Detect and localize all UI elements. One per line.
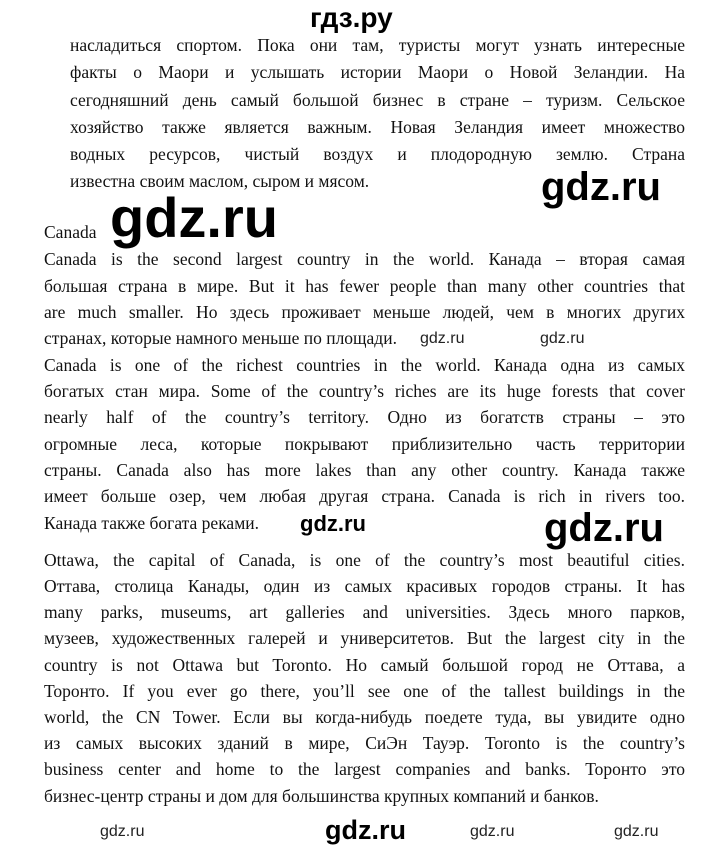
text-line: Канада также богата реками. [44,513,260,533]
watermark: gdz.ru [540,330,585,347]
text-line: Ottawa, the capital of Canada, is one of the country’s most beautiful cities. [44,550,685,570]
section-title: Canada [44,222,97,242]
text-line: хозяйство также является важным. Новая Зеландия имеет множество [70,117,685,137]
text-line: country is not Ottawa but Toronto. Но самый большой город не Оттава, а [44,655,685,675]
watermark: gdz.ru [110,186,278,249]
text-line: сегодняшний день самый большой бизнес в стране – туризм. Сельское [70,90,685,110]
watermark: gdz.ru [541,165,661,209]
site-watermark-header: гдз.ру [310,2,393,33]
text-line: водных ресурсов, чистый воздух и плодородную землю. Страна [70,144,685,164]
text-line: Оттава, столица Канады, один из самых красивых городов страны. It has [44,576,685,596]
text-line: имеет больше озер, чем любая другая страна. Canada is rich in rivers too. [44,486,685,506]
watermark: gdz.ru [325,815,406,845]
text-line: are much smaller. Но здесь проживает меньше людей, чем в многих других [44,302,685,322]
text-line: факты о Маори и услышать истории Маори о Новой Зеландии. На [70,62,685,82]
text-line: Canada is the second largest country in the world. Канада – вторая самая [44,249,685,269]
watermark: gdz.ru [300,511,366,536]
text-line: nearly half of the country’s territory. Одно из богатств страны – это [44,407,685,427]
text-line: богатых стан мира. Some of the country’s riches are its huge forests that cover [44,381,685,401]
text-line: бизнес-центр страны и дом для большинства крупных компаний и банков. [44,786,599,806]
text-line: world, the CN Tower. Если вы когда-нибудь поедете туда, вы увидите одно [44,707,685,727]
watermark: gdz.ru [544,506,664,550]
text-line: business center and home to the largest companies and banks. Торонто это [44,759,685,779]
text-line: огромные леса, которые покрывают приблизительно часть территории [44,434,685,454]
text-line: страны. Canada also has more lakes than any other country. Канада также [44,460,685,480]
text-line: музеев, художественных галерей и университетов. But the largest city in the [44,628,685,648]
watermark: gdz.ru [100,823,145,840]
text-line: насладиться спортом. Пока они там, туристы могут узнать интересные [70,35,685,55]
watermark: gdz.ru [614,823,659,840]
watermark: gdz.ru [420,330,465,347]
text-line: из самых высоких зданий в мире, СиЭн Тауэр. Toronto is the country’s [44,733,685,753]
watermark: gdz.ru [470,823,515,840]
text-line: известна своим маслом, сыром и мясом. [70,171,370,191]
text-line: большая страна в мире. But it has fewer people than many other countries that [44,276,685,296]
text-line: странах, которые намного меньше по площади. [44,328,397,348]
text-line: many parks, museums, art galleries and universities. Здесь много парков, [44,602,685,622]
text-line: Canada is one of the richest countries in the world. Канада одна из самых [44,355,685,375]
text-line: Торонто. If you ever go there, you’ll see one of the tallest buildings in the [44,681,685,701]
